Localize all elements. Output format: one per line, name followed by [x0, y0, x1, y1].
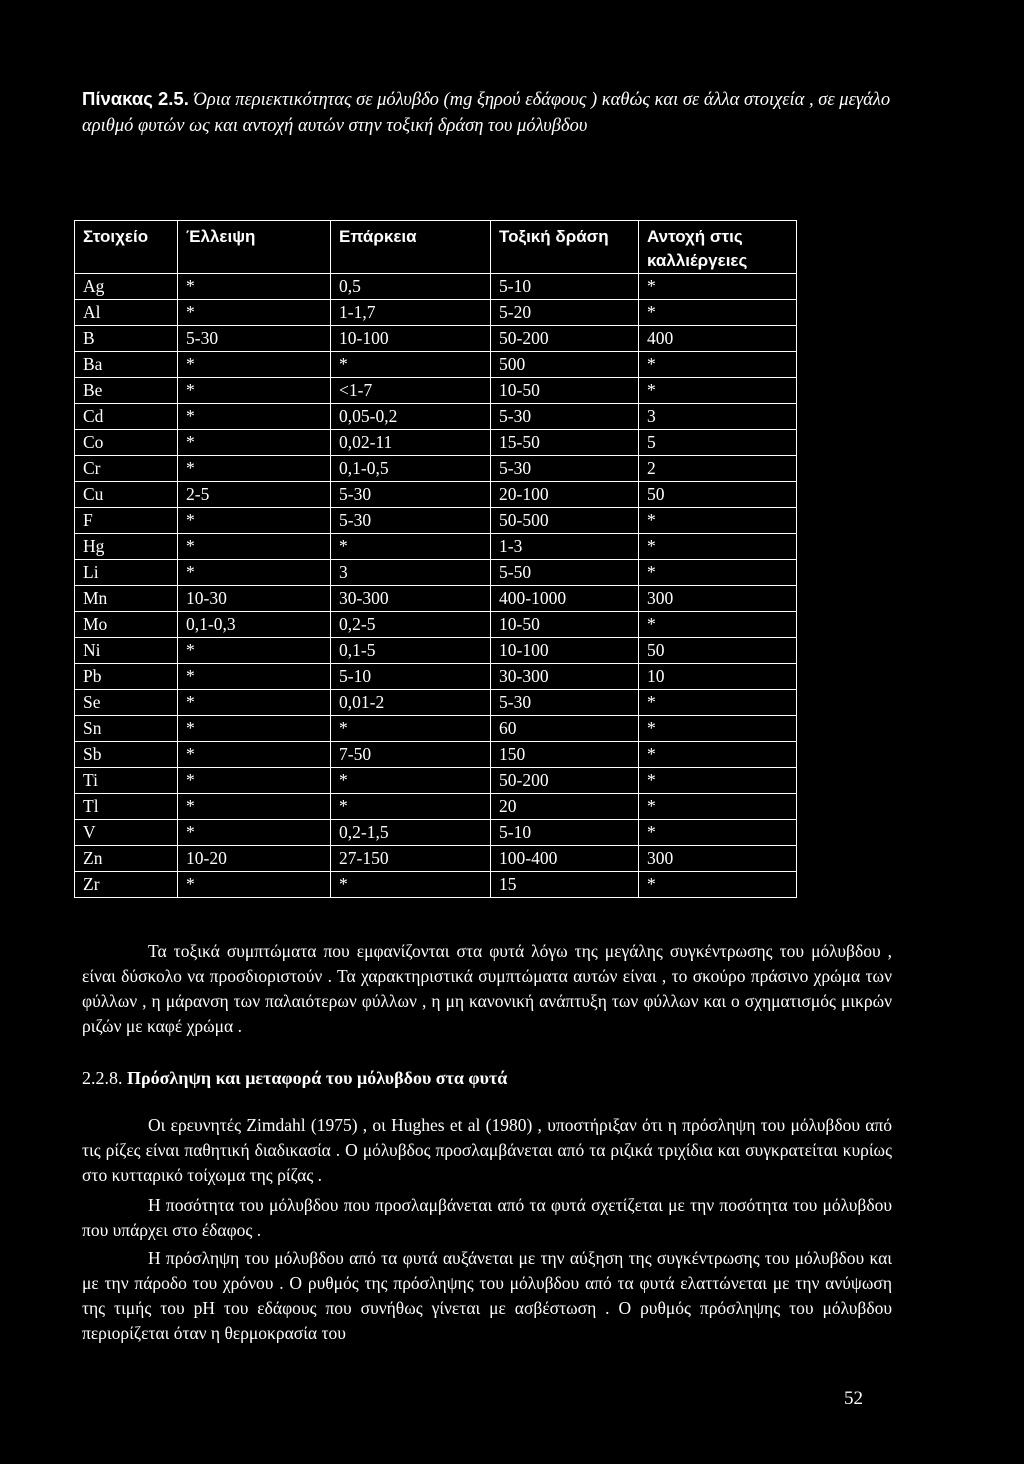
cell-element: Ni	[75, 638, 178, 664]
table-row	[75, 716, 797, 742]
cell-tolerance: *	[639, 560, 797, 586]
table-row	[75, 586, 797, 612]
cell-sufficiency: 0,01-2	[331, 690, 491, 716]
cell-deficiency: *	[178, 794, 331, 820]
cell-tolerance: 50	[639, 482, 797, 508]
cell-toxicity: 50-500	[491, 508, 639, 534]
cell-element: V	[75, 820, 178, 846]
cell-toxicity: 5-10	[491, 274, 639, 300]
cell-toxicity: 5-30	[491, 690, 639, 716]
table-row	[75, 690, 797, 716]
table-header-row	[75, 221, 797, 274]
cell-toxicity: 5-30	[491, 456, 639, 482]
caption-label: Πίνακας 2.5.	[82, 88, 189, 109]
cell-sufficiency: 5-30	[331, 508, 491, 534]
cell-deficiency: 2-5	[178, 482, 331, 508]
cell-deficiency: *	[178, 820, 331, 846]
table-row	[75, 820, 797, 846]
cell-deficiency: *	[178, 508, 331, 534]
cell-element: Ba	[75, 352, 178, 378]
cell-element: B	[75, 326, 178, 352]
cell-element: Mn	[75, 586, 178, 612]
caption-text: Όρια περιεκτικότητας σε μόλυβδο (mg ξηρού εδάφους ) καθώς και σε άλλα στοιχεία , σε μεγάλο αριθμό φυτών ως και αντοχή αυτών στην τοξική δράση του μόλυβδου	[82, 90, 891, 136]
cell-tolerance: *	[639, 768, 797, 794]
cell-tolerance: *	[639, 378, 797, 404]
cell-tolerance: 3	[639, 404, 797, 430]
cell-toxicity: 5-50	[491, 560, 639, 586]
cell-tolerance: 300	[639, 586, 797, 612]
cell-tolerance: *	[639, 716, 797, 742]
cell-tolerance: *	[639, 508, 797, 534]
table-row	[75, 300, 797, 326]
cell-element: Cu	[75, 482, 178, 508]
table-body	[75, 274, 797, 898]
table-row	[75, 768, 797, 794]
cell-tolerance: *	[639, 300, 797, 326]
cell-tolerance: *	[639, 534, 797, 560]
cell-deficiency: *	[178, 664, 331, 690]
cell-toxicity: 10-50	[491, 612, 639, 638]
cell-element: Al	[75, 300, 178, 326]
cell-element: Se	[75, 690, 178, 716]
table-row	[75, 404, 797, 430]
table-row	[75, 794, 797, 820]
cell-sufficiency: 0,5	[331, 274, 491, 300]
cell-sufficiency: 1-1,7	[331, 300, 491, 326]
cell-element: Sb	[75, 742, 178, 768]
cell-sufficiency: *	[331, 872, 491, 898]
paragraph-uptake: Οι ερευνητές Zimdahl (1975) , οι Hughes et al (1980) , υποστήριξαν ότι η πρόσληψη του μόλυβδου από τις ρίζες είναι παθητική διαδικασία . Ο μόλυβδος προσλαμβάνεται από τα ριζικά τριχίδια και συγκρατείται κυρίως στο κυτταρικό τοίχωμα της ρίζας .	[82, 1115, 892, 1185]
cell-element: Zn	[75, 846, 178, 872]
cell-sufficiency: *	[331, 352, 491, 378]
cell-element: Ti	[75, 768, 178, 794]
cell-sufficiency: 0,05-0,2	[331, 404, 491, 430]
cell-toxicity: 1-3	[491, 534, 639, 560]
cell-deficiency: *	[178, 872, 331, 898]
table-row	[75, 534, 797, 560]
cell-deficiency: *	[178, 742, 331, 768]
header-tolerance: Αντοχή στις καλλιέργειες	[639, 221, 797, 274]
table-row	[75, 638, 797, 664]
table-row	[75, 430, 797, 456]
cell-sufficiency: *	[331, 768, 491, 794]
cell-toxicity: 30-300	[491, 664, 639, 690]
table-row	[75, 612, 797, 638]
paragraph-rate: Η πρόσληψη του μόλυβδου από τα φυτά αυξάνεται με την αύξηση της συγκέντρωσης του μόλυβδου και με την πάροδο του χρόνου . Ο ρυθμός της πρόσληψης του μόλυβδου από τα φυτά ελαττώνεται με την ανύψωση της τιμής του pH του εδάφους που συνήθως γίνεται με ασβέστωση . Ο ρυθμός πρόσληψης του μόλυβδου περιορίζεται όταν η θερμοκρασία του	[82, 1248, 892, 1343]
cell-sufficiency: 0,02-11	[331, 430, 491, 456]
table-row	[75, 352, 797, 378]
cell-tolerance: *	[639, 690, 797, 716]
cell-deficiency: *	[178, 638, 331, 664]
header-element: Στοιχείο	[75, 221, 178, 274]
header-deficiency: Έλλειψη	[178, 221, 331, 274]
cell-deficiency: *	[178, 690, 331, 716]
section-title: Πρόσληψη και μεταφορά του μόλυβδου στα φυτά	[127, 1068, 508, 1088]
cell-toxicity: 60	[491, 716, 639, 742]
table-row	[75, 508, 797, 534]
page-number: 52	[844, 1388, 863, 1409]
cell-sufficiency: *	[331, 534, 491, 560]
cell-sufficiency: 0,2-1,5	[331, 820, 491, 846]
cell-toxicity: 15	[491, 872, 639, 898]
cell-toxicity: 50-200	[491, 326, 639, 352]
cell-deficiency: *	[178, 404, 331, 430]
cell-tolerance: 2	[639, 456, 797, 482]
cell-deficiency: *	[178, 378, 331, 404]
table-row	[75, 664, 797, 690]
table-row	[75, 872, 797, 898]
cell-deficiency: *	[178, 352, 331, 378]
section-heading	[82, 1066, 507, 1091]
cell-sufficiency: 27-150	[331, 846, 491, 872]
table-caption	[82, 86, 942, 139]
cell-tolerance: 10	[639, 664, 797, 690]
cell-sufficiency: *	[331, 716, 491, 742]
cell-tolerance: *	[639, 820, 797, 846]
cell-element: Cd	[75, 404, 178, 430]
cell-tolerance: 400	[639, 326, 797, 352]
cell-deficiency: *	[178, 716, 331, 742]
cell-toxicity: 400-1000	[491, 586, 639, 612]
cell-deficiency: *	[178, 300, 331, 326]
table-row	[75, 482, 797, 508]
cell-toxicity: 500	[491, 352, 639, 378]
cell-tolerance: *	[639, 274, 797, 300]
cell-sufficiency: 0,2-5	[331, 612, 491, 638]
cell-toxicity: 15-50	[491, 430, 639, 456]
table-row	[75, 456, 797, 482]
cell-element: Pb	[75, 664, 178, 690]
cell-element: Co	[75, 430, 178, 456]
table-row	[75, 846, 797, 872]
cell-deficiency: *	[178, 534, 331, 560]
cell-element: Mo	[75, 612, 178, 638]
cell-tolerance: *	[639, 794, 797, 820]
cell-element: Cr	[75, 456, 178, 482]
table-row	[75, 274, 797, 300]
cell-sufficiency: 3	[331, 560, 491, 586]
cell-element: Be	[75, 378, 178, 404]
cell-toxicity: 5-30	[491, 404, 639, 430]
cell-toxicity: 150	[491, 742, 639, 768]
cell-tolerance: *	[639, 742, 797, 768]
cell-element: Li	[75, 560, 178, 586]
cell-sufficiency: 30-300	[331, 586, 491, 612]
cell-tolerance: 5	[639, 430, 797, 456]
paragraph-quantity: Η ποσότητα του μόλυβδου που προσλαμβάνεται από τα φυτά σχετίζεται με την ποσότητα του μόλυβδου που υπάρχει στο έδαφος .	[82, 1195, 892, 1240]
cell-tolerance: *	[639, 872, 797, 898]
cell-sufficiency: 7-50	[331, 742, 491, 768]
cell-deficiency: 10-30	[178, 586, 331, 612]
cell-deficiency: *	[178, 274, 331, 300]
cell-element: Hg	[75, 534, 178, 560]
cell-element: Zr	[75, 872, 178, 898]
cell-toxicity: 10-100	[491, 638, 639, 664]
table-row	[75, 378, 797, 404]
cell-toxicity: 20-100	[491, 482, 639, 508]
cell-tolerance: 50	[639, 638, 797, 664]
cell-element: Ag	[75, 274, 178, 300]
cell-tolerance: *	[639, 612, 797, 638]
section-number: 2.2.8.	[82, 1068, 123, 1088]
cell-element: Sn	[75, 716, 178, 742]
cell-deficiency: *	[178, 456, 331, 482]
cell-deficiency: 5-30	[178, 326, 331, 352]
cell-deficiency: *	[178, 560, 331, 586]
element-limits-table	[74, 220, 797, 898]
cell-deficiency: *	[178, 430, 331, 456]
cell-toxicity: 5-20	[491, 300, 639, 326]
cell-toxicity: 20	[491, 794, 639, 820]
table-row	[75, 326, 797, 352]
header-toxicity: Τοξική δράση	[491, 221, 639, 274]
cell-toxicity: 50-200	[491, 768, 639, 794]
cell-sufficiency: *	[331, 794, 491, 820]
cell-sufficiency: 0,1-0,5	[331, 456, 491, 482]
cell-tolerance: *	[639, 352, 797, 378]
cell-deficiency: 0,1-0,3	[178, 612, 331, 638]
cell-sufficiency: <1-7	[331, 378, 491, 404]
cell-toxicity: 10-50	[491, 378, 639, 404]
cell-element: F	[75, 508, 178, 534]
cell-tolerance: 300	[639, 846, 797, 872]
table-row	[75, 560, 797, 586]
cell-sufficiency: 5-10	[331, 664, 491, 690]
cell-toxicity: 100-400	[491, 846, 639, 872]
cell-deficiency: 10-20	[178, 846, 331, 872]
cell-sufficiency: 5-30	[331, 482, 491, 508]
cell-sufficiency: 10-100	[331, 326, 491, 352]
cell-toxicity: 5-10	[491, 820, 639, 846]
table-row	[75, 742, 797, 768]
header-sufficiency: Επάρκεια	[331, 221, 491, 274]
cell-element: Tl	[75, 794, 178, 820]
symptoms-paragraph: Τα τοξικά συμπτώματα που εμφανίζονται στα φυτά λόγω της μεγάλης συγκέντρωσης του μόλυβδου , είναι δύσκολο να προσδιοριστούν . Τα χαρακτηριστικά συμπτώματα αυτών είναι , το σκούρο πράσινο χρώμα των φύλλων , η μάρανση των παλαιότερων φύλλων , η μη κανονική ανάπτυξη των φύλλων και ο σχηματισμός μικρών ριζών με καφέ χρώμα .	[82, 941, 892, 1036]
cell-deficiency: *	[178, 768, 331, 794]
cell-sufficiency: 0,1-5	[331, 638, 491, 664]
